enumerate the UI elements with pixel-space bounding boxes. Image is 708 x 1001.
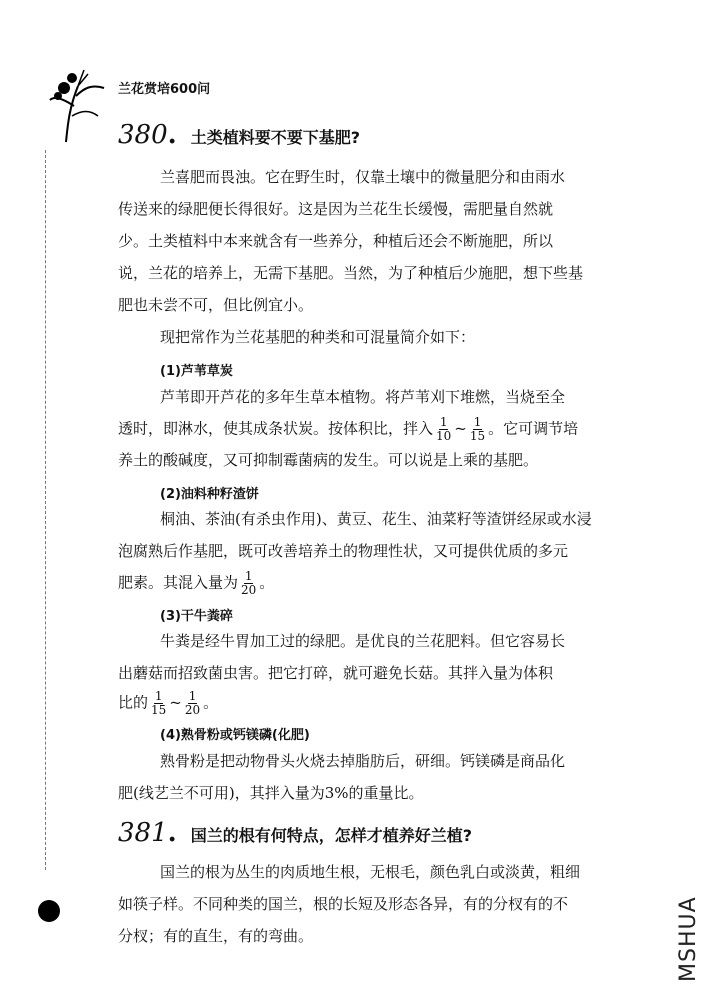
paragraph-line: 肥(线艺兰不可用)，其拌入量为3%的重量比。 <box>118 784 424 802</box>
paragraph-line: 桐油、茶油(有杀虫作用)、黄豆、花生、油菜籽等渣饼经尿或水浸 <box>160 510 592 528</box>
paragraph-line: 传送来的绿肥便长得很好。这是因为兰花生长缓慢，需肥量自然就 <box>118 200 554 218</box>
paragraph-line-with-fraction <box>118 570 274 597</box>
paragraph-line-with-fraction <box>118 416 578 443</box>
question-title-text: 国兰的根有何特点，怎样才植养好兰植? <box>190 826 472 845</box>
watermark-text: MSHUA <box>676 896 701 982</box>
orchid-icon <box>48 66 110 146</box>
fraction: $\frac{1}{15}$ <box>151 689 167 717</box>
paragraph-line: 说，兰花的培养上，无需下基肥。当然，为了种植后少施肥，想下些基 <box>118 264 584 282</box>
fraction: $\frac{1}{20}$ <box>241 569 257 597</box>
paragraph-line: 芦苇即开芦花的多年生草本植物。将芦苇刈下堆燃，当烧至全 <box>160 388 566 406</box>
question-number: 380 <box>118 120 168 150</box>
paragraph-line-with-fraction <box>118 690 218 717</box>
question-title-text: 土类植料要不要下基肥? <box>190 128 360 147</box>
text-run: 。 <box>203 693 219 712</box>
paragraph-line: 兰喜肥而畏浊。它在野生时，仅靠土壤中的微量肥分和由雨水 <box>160 168 566 186</box>
subheading: (4)熟骨粉或钙镁磷(化肥) <box>160 728 310 743</box>
paragraph-line: 现把常作为兰花基肥的种类和可混量简介如下： <box>160 328 476 346</box>
running-header: 兰花赏培600问 <box>118 82 211 97</box>
fraction: $\frac{1}{15}$ <box>469 415 486 443</box>
paragraph-line: 如筷子样。不同种类的国兰，根的长短及形态各异，有的分杈有的不 <box>118 895 569 913</box>
black-dot-marker <box>38 900 60 922</box>
fraction: $\frac{1}{20}$ <box>184 689 201 717</box>
question-381-title <box>118 818 472 848</box>
subheading: (1)芦苇草炭 <box>160 364 233 379</box>
paragraph-line: 国兰的根为丛生的肉质地生根，无根毛，颜色乳白或淡黄，粗细 <box>160 863 581 881</box>
question-number-dot: . <box>167 818 177 848</box>
fraction: $\frac{1}{10}$ <box>436 415 452 443</box>
paragraph-line: 肥也未尝不可，但比例宜小。 <box>118 296 314 314</box>
paragraph-line: 出蘑菇而招致菌虫害。把它打碎，就可避免长菇。其拌入量为体积 <box>118 664 554 682</box>
text-run: 透时，即淋水，使其成条状炭。按体积比，拌入 <box>118 419 434 438</box>
question-380-title <box>118 120 360 150</box>
question-number-dot: . <box>167 120 177 150</box>
paragraph-line: 分杈；有的直生，有的弯曲。 <box>118 927 314 945</box>
question-number: 381 <box>118 818 168 848</box>
text-run: 。它可调节培 <box>488 419 579 438</box>
text-run: 比的 <box>118 693 149 712</box>
paragraph-line: 少。土类植料中本来就含有一些养分，种植后还会不断施肥，所以 <box>118 232 554 250</box>
subheading: (3)干牛粪碎 <box>160 609 233 624</box>
text-run: 肥素。其混入量为 <box>118 573 239 592</box>
paragraph-line: 养土的酸碱度，又可抑制霉菌病的发生。可以说是上乘的基肥。 <box>118 451 539 469</box>
tilde: ~ <box>169 693 182 712</box>
paragraph-line: 泡腐熟后作基肥，既可改善培养土的物理性状，又可提供优质的多元 <box>118 542 569 560</box>
paragraph-line: 牛粪是经牛胃加工过的绿肥。是优良的兰花肥料。但它容易长 <box>160 632 566 650</box>
paragraph-line: 熟骨粉是把动物骨头火烧去掉脂肪后，研细。钙镁磷是商品化 <box>160 752 566 770</box>
tilde: ~ <box>454 419 467 438</box>
text-run: 。 <box>259 573 275 592</box>
page-margin-dashed-line <box>45 150 46 870</box>
subheading: (2)油料种籽渣饼 <box>160 487 259 502</box>
